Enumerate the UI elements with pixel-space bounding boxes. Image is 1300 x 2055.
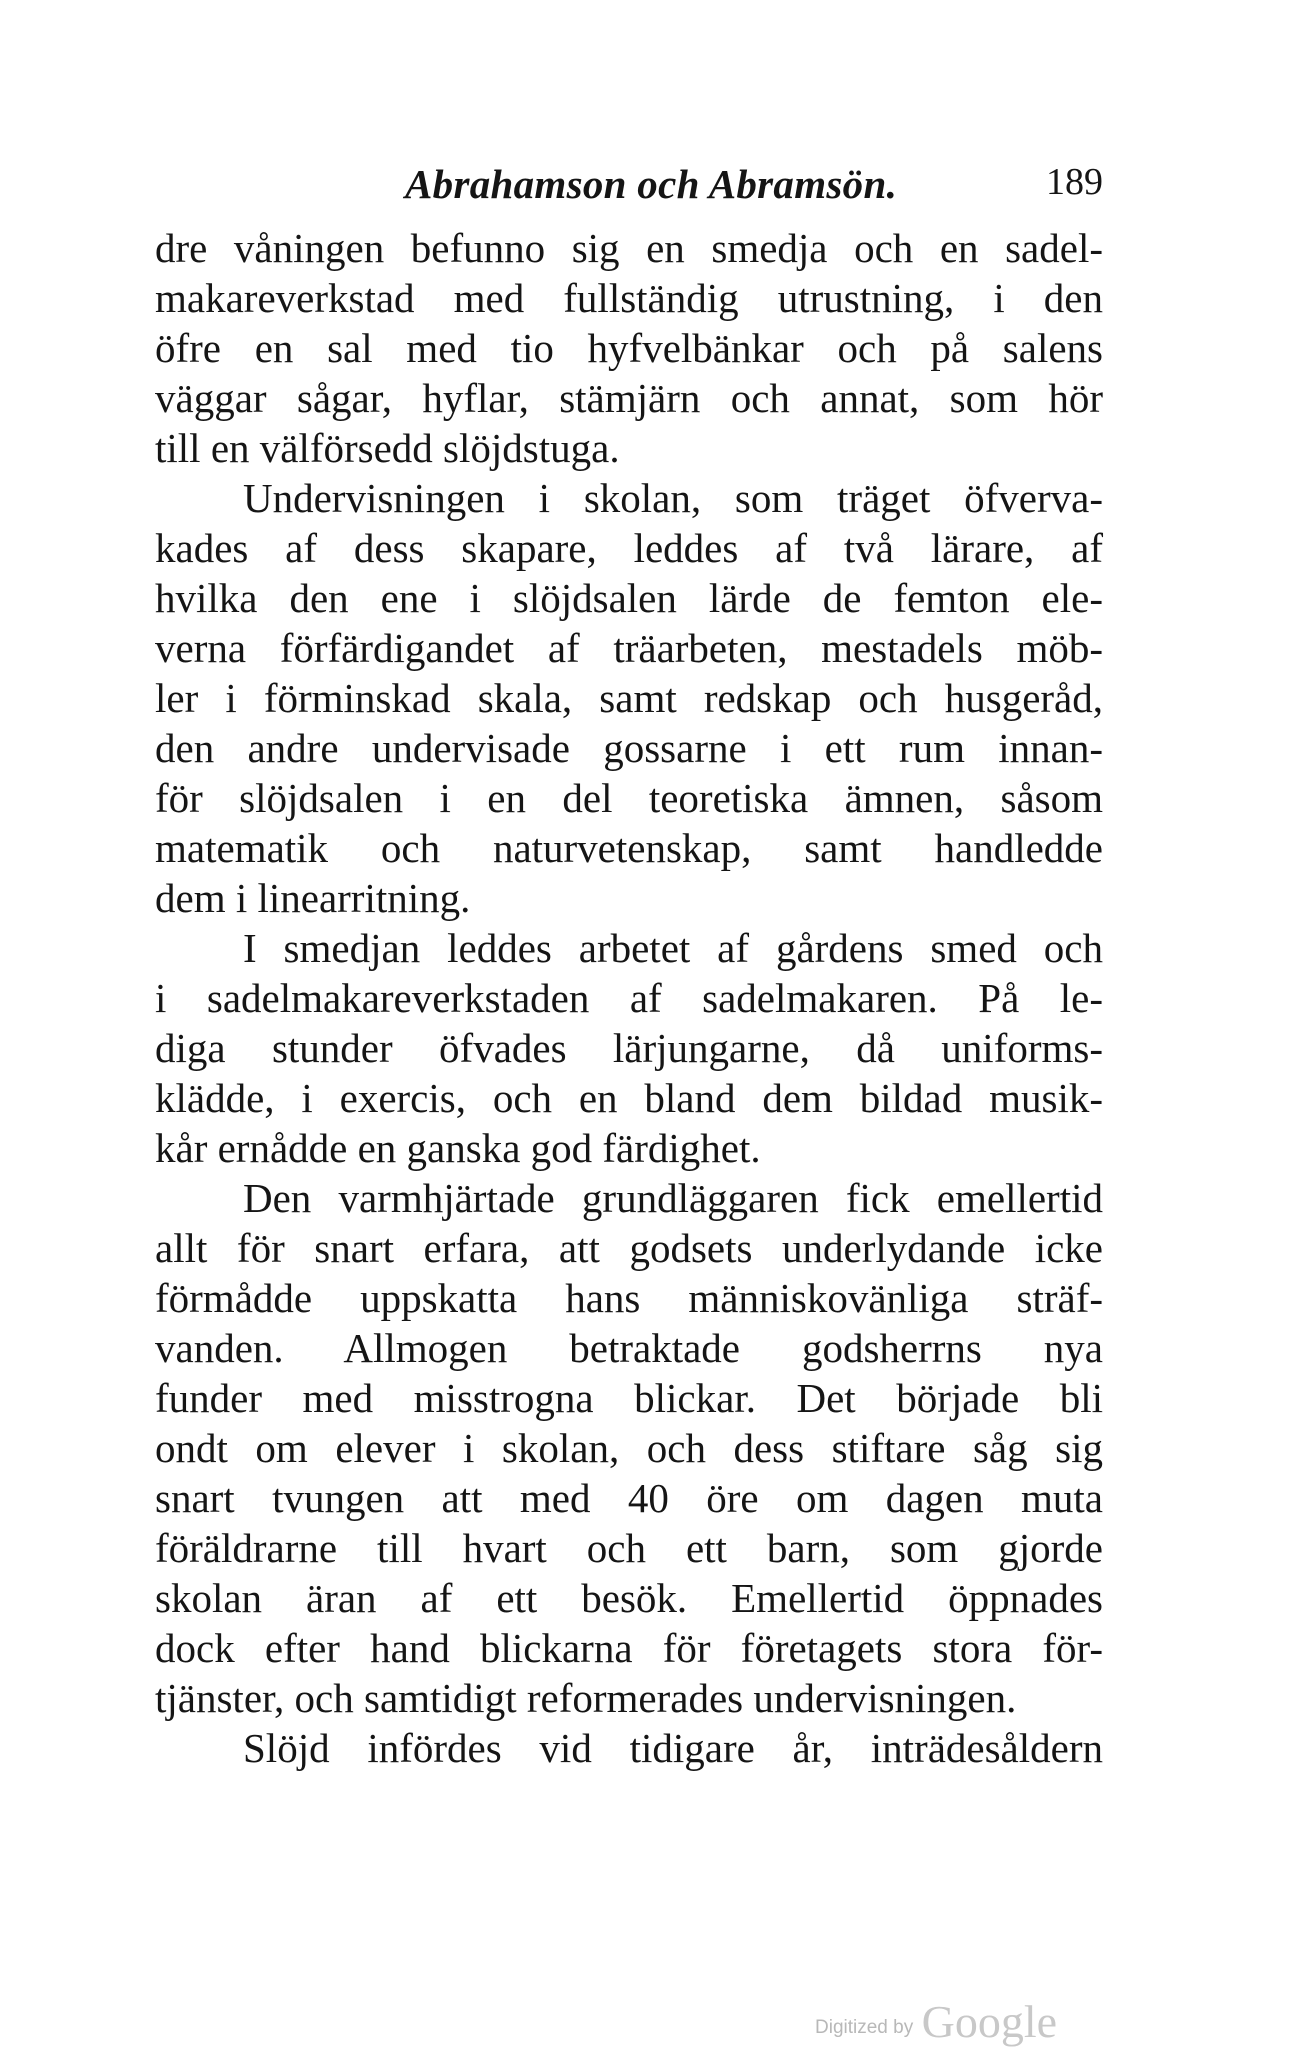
text-line: snart tvungen att med 40 öre om dagen muta	[155, 1475, 1103, 1521]
text-line: ondt om elever i skolan, och dess stiftare såg sig	[155, 1425, 1103, 1471]
text-line: den andre undervisade gossarne i ett rum innan-	[155, 725, 1103, 771]
text-line: för slöjdsalen i en del teoretiska ämnen, såsom	[155, 775, 1103, 821]
text-line: skolan äran af ett besök. Emellertid öppnades	[155, 1575, 1103, 1621]
text-line: dock efter hand blickarna för företagets stora för-	[155, 1625, 1103, 1671]
text-line: kades af dess skapare, leddes af två lärare, af	[155, 525, 1103, 571]
page-header	[155, 160, 1103, 216]
text-line: allt för snart erfara, att godsets underlydande icke	[155, 1225, 1103, 1271]
text-line: öfre en sal med tio hyfvelbänkar och på salens	[155, 325, 1103, 371]
text-line: till en välförsedd slöjdstuga.	[155, 425, 620, 471]
text-line: I smedjan leddes arbetet af gårdens smed och	[243, 925, 1103, 971]
text-line: dem i linearritning.	[155, 875, 471, 921]
digitization-watermark	[815, 1995, 1057, 2045]
text-line: väggar sågar, hyflar, stämjärn och annat, som hör	[155, 375, 1103, 421]
text-line: vanden. Allmogen betraktade godsherrns nya	[155, 1325, 1103, 1371]
text-line: matematik och naturvetenskap, samt handledde	[155, 825, 1103, 871]
text-line: hvilka den ene i slöjdsalen lärde de femton ele-	[155, 575, 1103, 621]
text-line: Slöjd infördes vid tidigare år, inträdesåldern	[243, 1725, 1103, 1771]
text-line: föräldrarne till hvart och ett barn, som gjorde	[155, 1525, 1103, 1571]
text-line: verna förfärdigandet af träarbeten, mestadels möb-	[155, 625, 1103, 671]
text-line: diga stunder öfvades lärjungarne, då uniforms-	[155, 1025, 1103, 1071]
text-line: ler i förminskad skala, samt redskap och husgeråd,	[155, 675, 1103, 721]
text-line: Undervisningen i skolan, som träget öfverva-	[243, 475, 1103, 521]
google-wordmark: Google	[921, 1996, 1058, 2047]
text-line: i sadelmakareverkstaden af sadelmakaren. På le-	[155, 975, 1103, 1021]
page-number: 189	[1046, 161, 1103, 203]
text-line: dre våningen befunno sig en smedja och en sadel-	[155, 225, 1103, 271]
body-text	[155, 223, 1103, 1773]
digitized-by-label: Digitized by	[815, 2017, 914, 2038]
text-line: kår ernådde en ganska god färdighet.	[155, 1125, 761, 1171]
running-title: Abrahamson och Abramsön.	[405, 161, 898, 207]
text-line: klädde, i exercis, och en bland dem bildad musik-	[155, 1075, 1103, 1121]
text-line: förmådde uppskatta hans människovänliga sträf-	[155, 1275, 1103, 1321]
text-line: tjänster, och samtidigt reformerades undervisningen.	[155, 1675, 1017, 1721]
text-line: makareverkstad med fullständig utrustning, i den	[155, 275, 1103, 321]
text-line: Den varmhjärtade grundläggaren fick emellertid	[243, 1175, 1103, 1221]
text-line: funder med misstrogna blickar. Det började bli	[155, 1375, 1103, 1421]
